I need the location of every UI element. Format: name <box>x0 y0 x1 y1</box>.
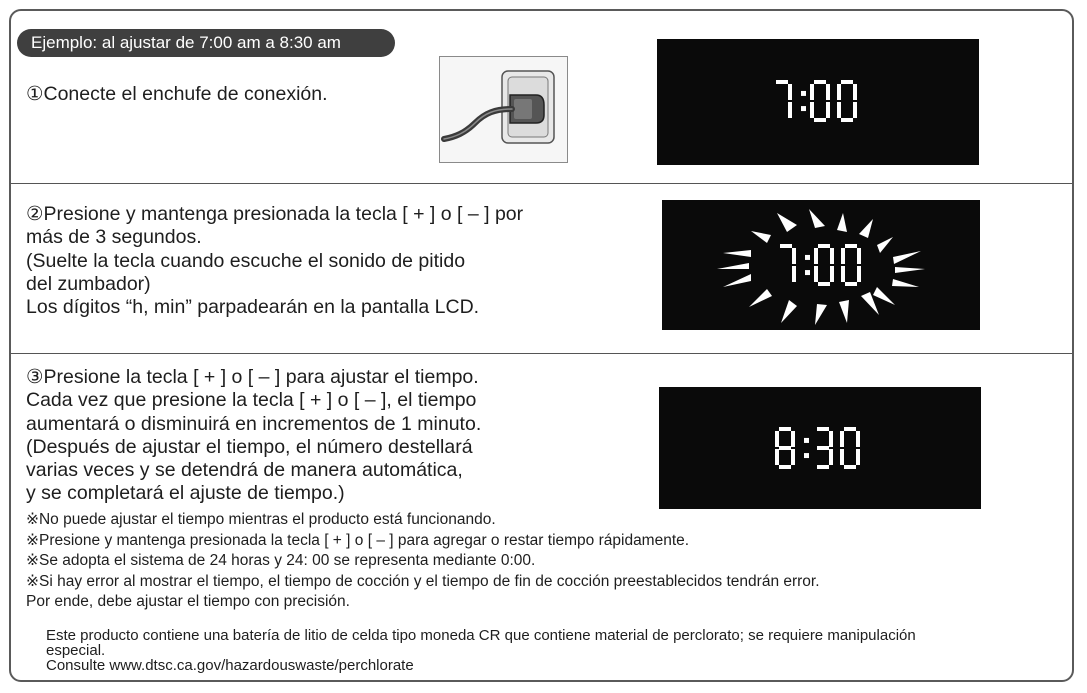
step-2-line: (Suelte la tecla cuando escuche el sonido de pitido <box>26 249 466 272</box>
lcd-segment <box>856 431 860 447</box>
plug-in-outlet-icon <box>439 56 568 163</box>
step-3-line: ③Presione la tecla [ + ] o [ – ] para ajustar el tiempo. <box>26 366 479 388</box>
lcd-segment <box>817 465 829 469</box>
example-label: Ejemplo: al ajustar de 7:00 am a 8:30 am <box>17 29 395 57</box>
step-1-line: ①Conecte el enchufe de conexión. <box>26 83 328 105</box>
disclaimer-line: Consulte www.dtsc.ca.gov/hazardouswaste/perchlorate <box>46 657 414 674</box>
step-2-line: más de 3 segundos. <box>26 226 202 249</box>
lcd-segment <box>856 449 860 465</box>
lcd-segment <box>837 102 841 118</box>
lcd-segment <box>840 449 844 465</box>
lcd-digits <box>776 80 857 122</box>
lcd-segment <box>829 449 833 465</box>
lcd-segment <box>841 80 853 84</box>
lcd-segment <box>814 118 826 122</box>
lcd-segment <box>818 282 830 286</box>
blinking-burst-icon <box>717 209 925 325</box>
lcd-segment <box>853 84 857 100</box>
lcd-segment <box>845 282 857 286</box>
step-3-line: aumentará o disminuirá en incrementos de 1 minuto. <box>26 412 482 435</box>
lcd-segment <box>837 84 841 100</box>
lcd-segment <box>775 449 779 465</box>
lcd-segment <box>792 266 796 282</box>
step-2-line: ②Presione y mantenga presionada la tecla [ + ] o [ – ] por <box>26 203 524 225</box>
step-3-text <box>26 366 481 506</box>
lcd-segment <box>792 248 796 264</box>
lcd-segment <box>788 84 792 100</box>
lcd-segment <box>775 431 779 447</box>
lcd-segment <box>841 266 845 282</box>
note-item: ※Presione y mantenga presionada la tecla [ + ] o [ – ] para agregar o restar tiempo rápidamente. <box>26 531 690 549</box>
lcd-colon-dot <box>804 438 809 443</box>
lcd-segment <box>817 427 829 431</box>
step-2-line: del zumbador) <box>26 272 151 295</box>
notes-list <box>26 510 820 613</box>
step-3-line: y se completará el ajuste de tiempo.) <box>26 482 345 505</box>
lcd-segment <box>779 427 791 431</box>
lcd-segment <box>779 446 791 450</box>
lcd-segment <box>857 248 861 264</box>
lcd-colon-dot <box>805 270 810 275</box>
lcd-digits <box>780 244 861 286</box>
step-2-text <box>26 203 523 319</box>
lcd-segment <box>818 244 830 248</box>
step-3-line: Cada vez que presione la tecla [ + ] o [ – ], el tiempo <box>26 389 477 412</box>
lcd-display-step-1 <box>657 39 979 165</box>
note-item: ※Si hay error al mostrar el tiempo, el tiempo de cocción y el tiempo de fin de cocción preestablecidos tendrán error. <box>26 572 820 590</box>
lcd-segment <box>844 465 856 469</box>
lcd-segment <box>817 446 829 450</box>
lcd-segment <box>853 102 857 118</box>
lcd-segment <box>791 449 795 465</box>
lcd-segment <box>776 80 788 84</box>
lcd-digits <box>775 427 860 469</box>
lcd-segment <box>830 266 834 282</box>
lcd-segment <box>791 431 795 447</box>
note-item: Por ende, debe ajustar el tiempo con precisión. <box>26 593 350 610</box>
battery-disclaimer <box>46 628 916 673</box>
lcd-segment <box>814 248 818 264</box>
lcd-segment <box>780 244 792 248</box>
disclaimer-line: especial. <box>46 642 106 659</box>
lcd-segment <box>845 244 857 248</box>
lcd-segment <box>840 431 844 447</box>
lcd-colon-dot <box>801 106 806 111</box>
step-3-line: (Después de ajustar el tiempo, el número destellará <box>26 435 473 458</box>
lcd-segment <box>779 465 791 469</box>
lcd-colon-dot <box>804 453 809 458</box>
lcd-segment <box>826 102 830 118</box>
lcd-segment <box>826 84 830 100</box>
lcd-colon-dot <box>801 91 806 96</box>
lcd-segment <box>810 84 814 100</box>
lcd-segment <box>810 102 814 118</box>
lcd-segment <box>829 431 833 447</box>
lcd-segment <box>841 248 845 264</box>
step-1-text <box>26 83 328 106</box>
lcd-colon-dot <box>805 255 810 260</box>
note-item: ※Se adopta el sistema de 24 horas y 24: 00 se representa mediante 0:00. <box>26 552 536 569</box>
lcd-segment <box>857 266 861 282</box>
disclaimer-line: Este producto contiene una batería de litio de celda tipo moneda CR que contiene material de perclorato; se requiere manipulación <box>46 627 916 644</box>
lcd-segment <box>830 248 834 264</box>
note-item: ※No puede ajustar el tiempo mientras el producto está funcionando. <box>26 511 496 528</box>
lcd-segment <box>841 118 853 122</box>
section-divider <box>11 183 1072 184</box>
lcd-segment <box>814 266 818 282</box>
section-divider <box>11 353 1072 354</box>
step-2-line: Los dígitos “h, min” parpadearán en la pantalla LCD. <box>26 296 480 319</box>
lcd-display-step-3 <box>659 387 981 509</box>
lcd-display-step-2 <box>662 200 980 330</box>
step-3-line: varias veces y se detendrá de manera automática, <box>26 459 463 482</box>
lcd-segment <box>788 102 792 118</box>
lcd-segment <box>814 80 826 84</box>
lcd-segment <box>844 427 856 431</box>
